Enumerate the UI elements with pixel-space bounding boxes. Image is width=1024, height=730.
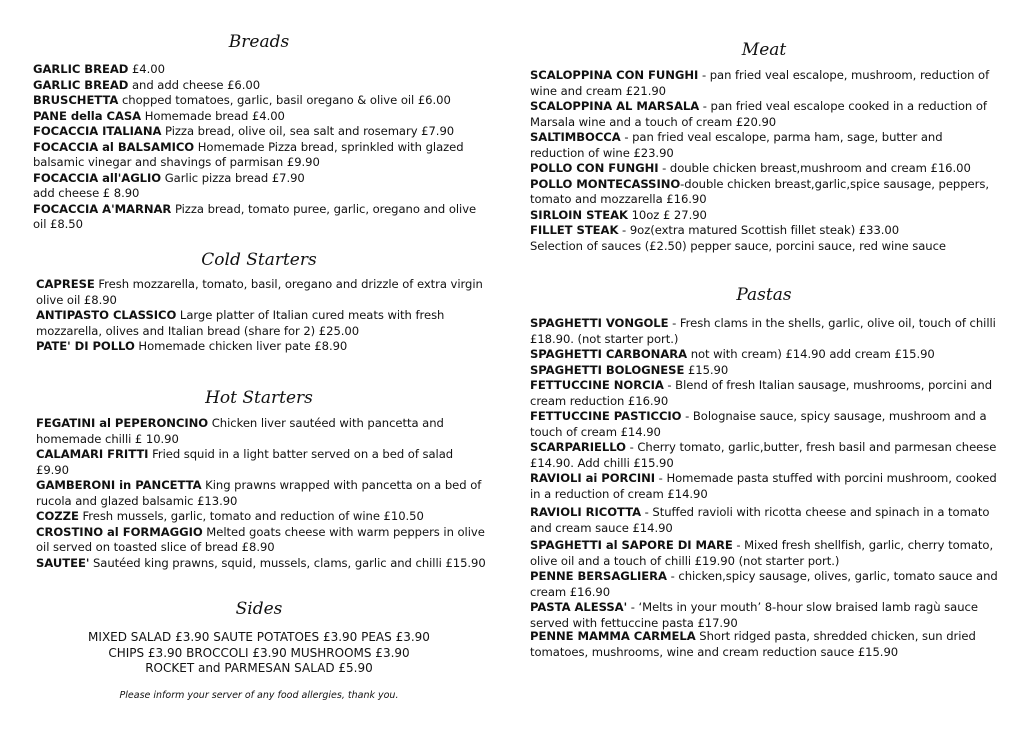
menu-item: SCALOPPINA CON FUNGHI - pan fried veal escalope, mushroom, reduction of wine and cream £21.90 bbox=[530, 68, 990, 98]
menu-item: POLLO CON FUNGHI - double chicken breast,mushroom and cream £16.00 bbox=[530, 161, 971, 175]
menu-item: BRUSCHETTA chopped tomatoes, garlic, basil oregano & olive oil £6.00 bbox=[33, 93, 451, 107]
menu-item: COZZE Fresh mussels, garlic, tomato and reduction of wine £10.50 bbox=[36, 509, 424, 523]
menu-item: FOCACCIA al BALSAMICO Homemade Pizza bread, sprinkled with glazed balsamic vinegar and shavings of parmisan £9.90 bbox=[33, 139, 464, 169]
menu-item: FETTUCCINE NORCIA - Blend of fresh Italian sausage, mushrooms, porcini and cream reduction £16.90 bbox=[530, 378, 993, 408]
menu-item: ANTIPASTO CLASSICO Large platter of Italian cured meats with fresh mozzarella, olives and Italian bread (share for 2) £25.00 bbox=[36, 308, 445, 338]
sides-line: ROCKET and PARMESAN SALAD £5.90 bbox=[145, 661, 373, 675]
menu-item: RAVIOLI ai PORCINI - Homemade pasta stuffed with porcini mushroom, cooked in a reduction of cream £14.90 bbox=[530, 471, 997, 501]
sides-line: MIXED SALAD £3.90 SAUTE POTATOES £3.90 PEAS £3.90 bbox=[88, 630, 430, 644]
menu-item: FEGATINI al PEPERONCINO Chicken liver sautéed with pancetta and homemade chilli £ 10.90 bbox=[36, 416, 444, 446]
menu-item: PASTA ALESSA' - ‘Melts in your mouth’ 8-hour slow braised lamb ragù sauce served with fettuccine pasta £17.90 bbox=[530, 600, 978, 630]
menu-item: FETTUCCINE PASTICCIO - Bolognaise sauce, spicy sausage, mushroom and a touch of cream £14.90 bbox=[530, 409, 987, 439]
menu-item: FOCACCIA A'MARNAR Pizza bread, tomato puree, garlic, oregano and olive oil £8.50 bbox=[33, 201, 477, 231]
menu-item: SPAGHETTI VONGOLE - Fresh clams in the shells, garlic, olive oil, touch of chilli £18.90. (not starter port.) bbox=[530, 316, 996, 346]
allergy-note: Please inform your server of any food allergies, thank you. bbox=[119, 690, 399, 701]
menu-item: GAMBERONI in PANCETTA King prawns wrapped with pancetta on a bed of rucola and glazed balsamic £13.90 bbox=[36, 478, 482, 508]
pastas-heading: Pastas bbox=[736, 285, 792, 305]
menu-item: PENNE BERSAGLIERA - chicken,spicy sausage, olives, garlic, tomato sauce and cream £16.90 bbox=[530, 569, 998, 599]
menu-item: FILLET STEAK - 9oz(extra matured Scottish fillet steak) £33.00 bbox=[530, 223, 900, 237]
cold-starters-heading: Cold Starters bbox=[201, 250, 317, 270]
menu-item: CAPRESE Fresh mozzarella, tomato, basil, oregano and drizzle of extra virgin olive oil £8.90 bbox=[36, 277, 483, 307]
sides-line: CHIPS £3.90 BROCCOLI £3.90 MUSHROOMS £3.90 bbox=[108, 645, 410, 660]
hot-starters-heading: Hot Starters bbox=[205, 388, 313, 408]
menu-item: RAVIOLI RICOTTA - Stuffed ravioli with ricotta cheese and spinach in a tomato and cream sauce £14.90 bbox=[530, 505, 990, 535]
menu-item: SCALOPPINA AL MARSALA - pan fried veal escalope cooked in a reduction of Marsala wine and a touch of cream £20.90 bbox=[530, 99, 987, 129]
menu-item: POLLO MONTECASSINO-double chicken breast,garlic,spice sausage, peppers, tomato and mozzarella £16.90 bbox=[530, 176, 989, 206]
menu-item: PENNE MAMMA CARMELA Short ridged pasta, shredded chicken, sun dried tomatoes, mushrooms, wine and cream reduction sauce £15.90 bbox=[530, 629, 976, 659]
menu-item: CALAMARI FRITTI Fried squid in a light batter served on a bed of salad £9.90 bbox=[36, 447, 454, 477]
menu-item: PANE della CASA Homemade bread £4.00 bbox=[33, 108, 285, 123]
menu-item: SPAGHETTI al SAPORE DI MARE - Mixed fresh shellfish, garlic, cherry tomato, olive oil and a touch of chilli £19.90 (not starter port.) bbox=[530, 538, 994, 568]
menu-item: GARLIC BREAD and add cheese £6.00 bbox=[33, 77, 261, 92]
menu-item: add cheese £ 8.90 bbox=[33, 186, 140, 200]
menu-item: SCARPARIELLO - Cherry tomato, garlic,butter, fresh basil and parmesan cheese £14.90. Add chilli £15.90 bbox=[530, 440, 997, 470]
menu-item: SAUTEE' Sautéed king prawns, squid, mussels, clams, garlic and chilli £15.90 bbox=[36, 555, 486, 570]
breads-heading: Breads bbox=[228, 32, 290, 52]
menu-item: SIRLOIN STEAK 10oz £ 27.90 bbox=[530, 207, 707, 222]
menu-item: SPAGHETTI CARBONARA not with cream) £14.90 add cream £15.90 bbox=[530, 347, 935, 361]
menu-item: SALTIMBOCCA - pan fried veal escalope, parma ham, sage, butter and reduction of wine £23.90 bbox=[530, 130, 943, 160]
menu-item: FOCACCIA ITALIANA Pizza bread, olive oil, sea salt and rosemary £7.90 bbox=[33, 124, 455, 138]
menu-item: FOCACCIA all'AGLIO Garlic pizza bread £7.90 bbox=[33, 170, 305, 185]
meat-heading: Meat bbox=[741, 40, 787, 60]
menu-item: GARLIC BREAD £4.00 bbox=[33, 62, 165, 76]
menu-item: SPAGHETTI BOLOGNESE £15.90 bbox=[530, 362, 729, 377]
menu-item: CROSTINO al FORMAGGIO Melted goats cheese with warm peppers in olive oil served on toasted slice of bread £8.90 bbox=[36, 524, 485, 554]
menu-item: Selection of sauces (£2.50) pepper sauce, porcini sauce, red wine sauce bbox=[530, 238, 946, 253]
sides-heading: Sides bbox=[235, 599, 283, 619]
menu-item: PATE' DI POLLO Homemade chicken liver pate £8.90 bbox=[36, 339, 348, 353]
